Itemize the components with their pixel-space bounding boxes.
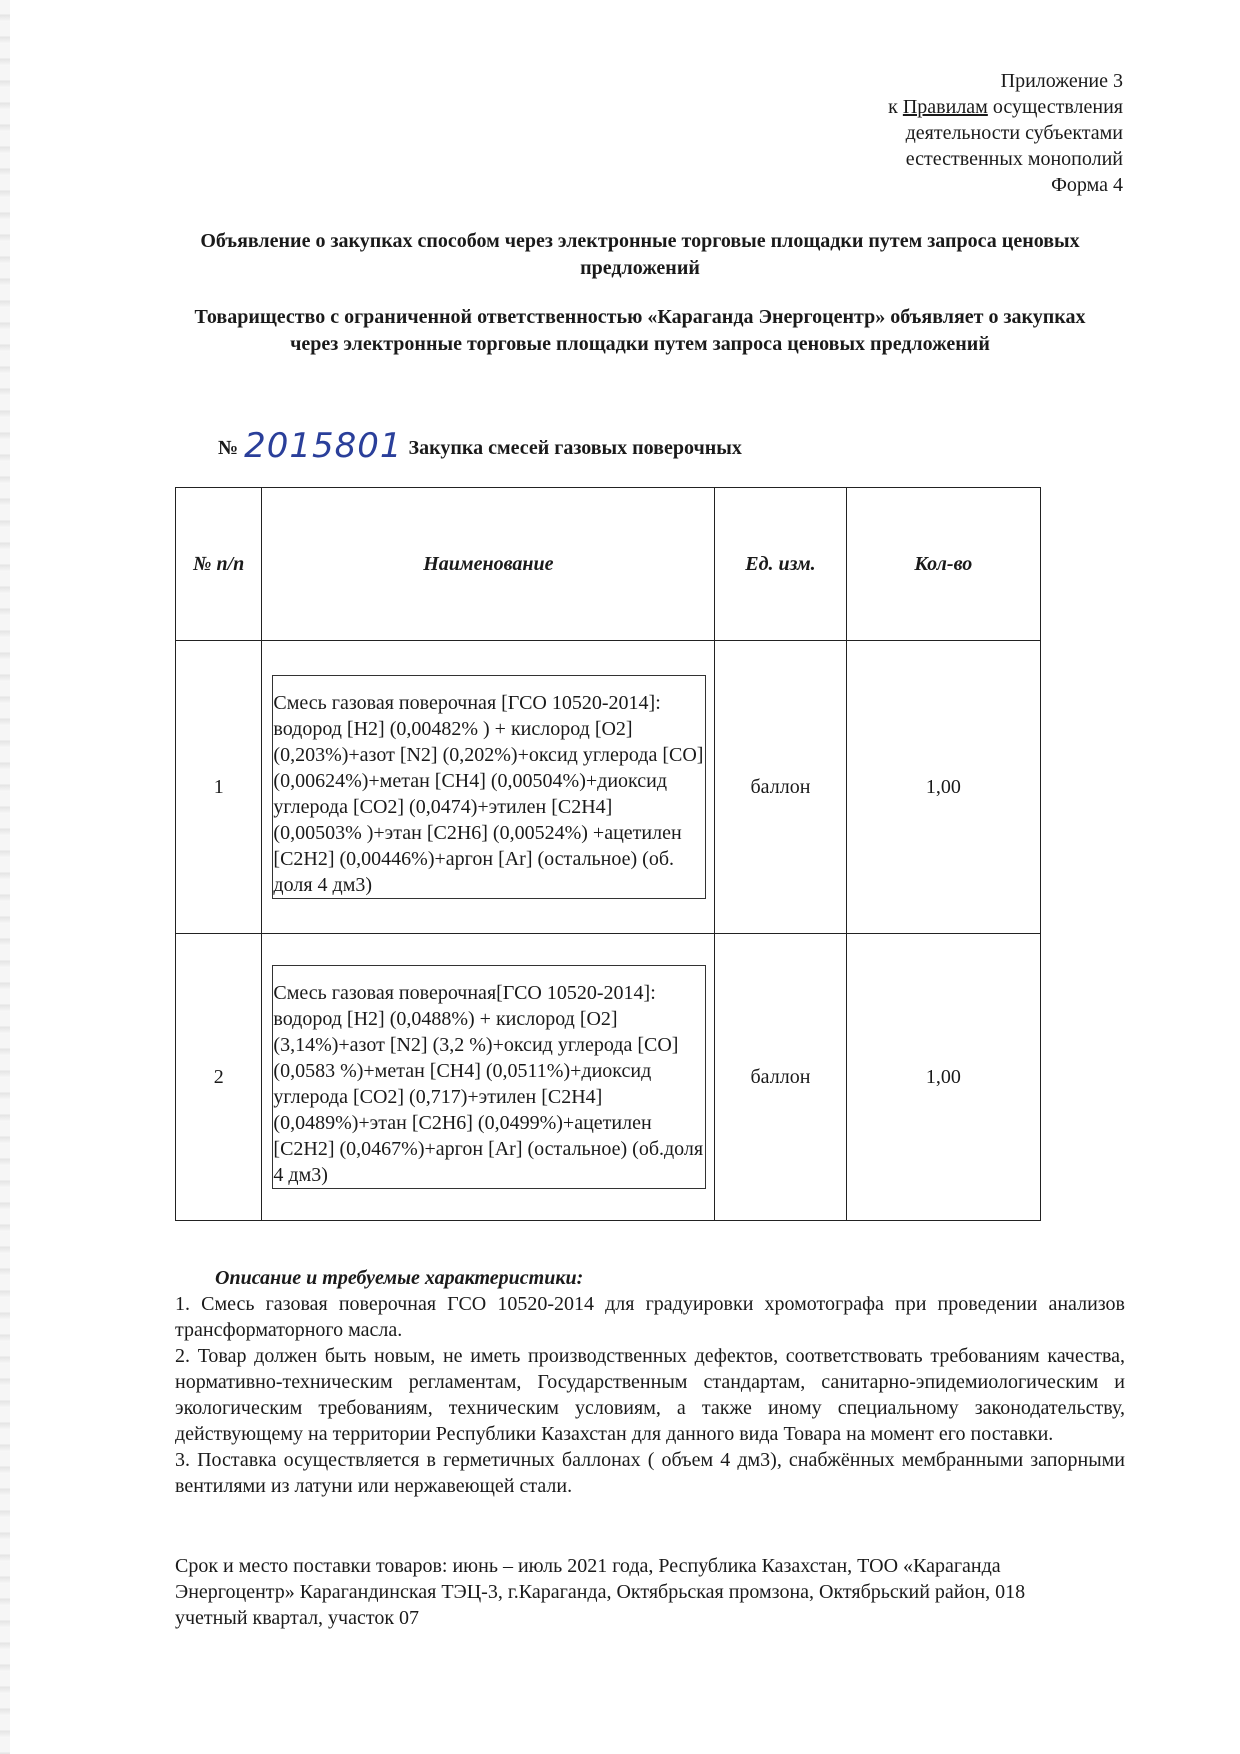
form-number: Форма 4 [1051, 174, 1123, 196]
appendix-rules-line [700, 94, 1123, 120]
description-title: Описание и требуемые характеристики: [215, 1267, 584, 1289]
items-table [175, 487, 1041, 1221]
delivery-terms: Срок и место поставки товаров: июнь – июль 2021 года, Республика Казахстан, ТОО «Караганда Энергоцентр» Карагандинская ТЭЦ-3, г.Караганда, Октябрьская промзона, Октябрьский район, 018 учетный квартал, участок 07 [175, 1555, 1026, 1629]
appendix-line: естественных монополий [905, 148, 1123, 170]
description-item: 1. Смесь газовая поверочная ГСО 10520-2014 для градуировки хромотографа при проведении анализов трансформаторного масла. [175, 1293, 1125, 1341]
appendix-header [700, 68, 1123, 198]
row-unit: баллон [715, 641, 846, 934]
description-section [175, 1265, 1125, 1499]
row-qty: 1,00 [846, 641, 1040, 934]
appendix-line: деятельности субъектами [905, 122, 1123, 144]
row-number: 1 [176, 641, 262, 934]
row-number: 2 [176, 934, 262, 1221]
table-row [176, 934, 1041, 1221]
description-item: 3. Поставка осуществляется в герметичных баллонах ( объем 4 дм3), снабжённых мембранными запорными вентилями из латуни или нержавеющей стали. [175, 1449, 1125, 1497]
header-name: Наименование [262, 488, 715, 641]
document-title: Объявление о закупках способом через электронные торговые площадки путем запроса ценовых предложений [200, 230, 1080, 279]
handwritten-lot-number: 2015801 [244, 426, 403, 466]
header-qty: Кол-во [846, 488, 1040, 641]
appendix-rules-suffix: осуществления [987, 96, 1123, 118]
row-name-cell [262, 934, 715, 1221]
lot-line [218, 426, 918, 466]
row-name-cell [262, 641, 715, 934]
announcement-text: Товарищество с ограниченной ответственностью «Караганда Энергоцентр» объявляет о закупках через электронные торговые площадки путем запроса ценовых предложений [194, 306, 1086, 355]
appendix-line: Приложение 3 [1000, 70, 1123, 92]
table-header-row [176, 488, 1041, 641]
scan-edge-artifact [0, 0, 10, 1754]
header-unit: Ед. изм. [715, 488, 846, 641]
row-qty: 1,00 [846, 934, 1040, 1221]
row-name: Смесь газовая поверочная [ГСО 10520-2014]: водород [Н2] (0,00482% ) + кислород [О2] (0,203%)+азот [N2] (0,202%)+оксид углерода [СО] (0,00624%)+метан [СН4] (0,00504%)+диоксид углерода [СО2] (0,0474)+этилен [С2Н4] (0,00503% )+этан [С2Н6] (0,00524%) +ацетилен [С2Н2] (0,00446%)+аргон [Ar] (остальное) (об. доля 4 дм3) [272, 675, 706, 899]
appendix-rules-prefix: к [888, 96, 903, 118]
number-sign: № [218, 437, 239, 459]
header-number: № п/п [176, 488, 262, 641]
rules-link[interactable]: Правилам [902, 96, 988, 118]
row-unit: баллон [715, 934, 846, 1221]
row-name: Смесь газовая поверочная[ГСО 10520-2014]: водород [Н2] (0,0488%) + кислород [О2] (3,14%)+азот [N2] (3,2 %)+оксид углерода [СО] (0,0583 %)+метан [СН4] (0,0511%)+диоксид углерода [СО2] (0,717)+этилен [С2Н4] (0,0489%)+этан [С2Н6] (0,0499%)+ацетилен [С2Н2] (0,0467%)+аргон [Ar] (остальное) (об.доля 4 дм3) [272, 965, 706, 1189]
description-item: 2. Товар должен быть новым, не иметь производственных дефектов, соответствовать требованиям качества, нормативно-техническим регламентам, Государственным стандартам, санитарно-эпидемиологическим и экологическим требованиям, техническим условиям, а также иному специальному законодательству, действующему на территории Республики Казахстан для данного вида Товара на момент его поставки. [175, 1345, 1125, 1445]
lot-title: Закупка смесей газовых поверочных [408, 437, 742, 459]
table-row [176, 641, 1041, 934]
